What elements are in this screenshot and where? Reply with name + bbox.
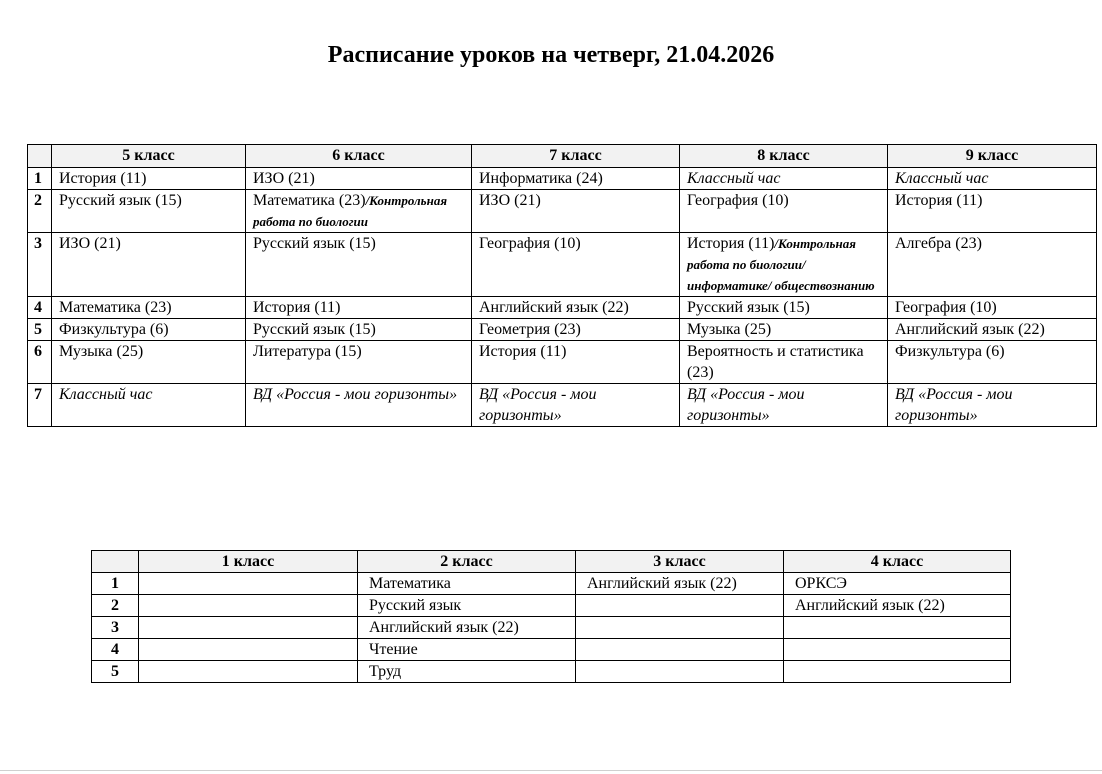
- column-header: 8 класс: [680, 145, 888, 168]
- lesson-cell: [139, 661, 358, 683]
- lesson-cell: [472, 319, 680, 341]
- lesson-subject: Русский язык (15): [253, 235, 376, 252]
- lesson-subject: История (11): [59, 170, 147, 187]
- lesson-subject: История (11): [479, 343, 567, 360]
- lesson-subject: География (10): [687, 192, 789, 209]
- table-row: [28, 341, 1097, 384]
- lesson-cell: [680, 190, 888, 233]
- lesson-cell: [52, 319, 246, 341]
- lesson-cell: [472, 168, 680, 190]
- lesson-cell: [472, 297, 680, 319]
- lesson-subject: Физкультура (6): [895, 343, 1005, 360]
- table-row: [92, 573, 1011, 595]
- lesson-subject: Музыка (25): [687, 321, 772, 338]
- table-header-row: [28, 145, 1097, 168]
- column-header: 9 класс: [888, 145, 1097, 168]
- lesson-number: 2: [92, 595, 139, 617]
- lesson-subject: ИЗО (21): [479, 192, 541, 209]
- lesson-subject: История (11): [253, 299, 341, 316]
- lesson-cell: [888, 168, 1097, 190]
- lesson-cell: [52, 384, 246, 427]
- lesson-number: 1: [92, 573, 139, 595]
- lesson-cell: [139, 595, 358, 617]
- lesson-subject: Классный час: [895, 170, 989, 187]
- lesson-subject: Английский язык (22): [479, 299, 629, 316]
- lesson-cell: [888, 190, 1097, 233]
- lesson-subject: ВД «Россия - мои горизонты»: [253, 386, 458, 403]
- lesson-cell: [680, 341, 888, 384]
- table-row: [28, 168, 1097, 190]
- lesson-cell: [246, 233, 472, 297]
- lesson-cell: [52, 168, 246, 190]
- lesson-cell: [888, 297, 1097, 319]
- table-row: [28, 384, 1097, 427]
- lesson-cell: [784, 661, 1011, 683]
- lesson-cell: [472, 341, 680, 384]
- lesson-cell: [888, 233, 1097, 297]
- senior-schedule-table: [27, 144, 1097, 427]
- lesson-subject: Русский язык (15): [59, 192, 182, 209]
- lesson-subject: ИЗО (21): [253, 170, 315, 187]
- lesson-subject: История (11): [895, 192, 983, 209]
- page-title: Расписание уроков на четверг, 21.04.2026: [327, 42, 775, 68]
- column-header: 4 класс: [784, 551, 1011, 573]
- lesson-subject: Алгебра (23): [895, 235, 982, 252]
- table-row: [28, 190, 1097, 233]
- column-header: 3 класс: [576, 551, 784, 573]
- lesson-subject: Русский язык (15): [253, 321, 376, 338]
- lesson-subject: Геометрия (23): [479, 321, 581, 338]
- table-row: [92, 639, 1011, 661]
- lesson-number: 5: [28, 319, 52, 341]
- lesson-cell: [680, 384, 888, 427]
- lesson-number: 7: [28, 384, 52, 427]
- lesson-cell: Русский язык: [358, 595, 576, 617]
- lesson-subject: ВД «Россия - мои горизонты»: [687, 386, 805, 424]
- table-row: [28, 233, 1097, 297]
- lesson-cell: [246, 168, 472, 190]
- header-corner-cell: [92, 551, 139, 573]
- lesson-cell: Чтение: [358, 639, 576, 661]
- lesson-note: /Контрольная работа по биологии/информатике/ обществознанию: [687, 236, 875, 293]
- lesson-number: 5: [92, 661, 139, 683]
- lesson-cell: [576, 639, 784, 661]
- lesson-subject: ИЗО (21): [59, 235, 121, 252]
- lesson-cell: Математика: [358, 573, 576, 595]
- lesson-subject: Музыка (25): [59, 343, 144, 360]
- lesson-cell: [888, 384, 1097, 427]
- lesson-subject: ВД «Россия - мои горизонты»: [895, 386, 1013, 424]
- lesson-cell: [246, 384, 472, 427]
- lesson-cell: [52, 297, 246, 319]
- lesson-cell: [576, 617, 784, 639]
- lesson-cell: [139, 617, 358, 639]
- table-header-row: [92, 551, 1011, 573]
- lesson-subject: Русский язык (15): [687, 299, 810, 316]
- lesson-subject: Классный час: [687, 170, 781, 187]
- lesson-cell: [888, 341, 1097, 384]
- lesson-cell: [576, 595, 784, 617]
- lesson-cell: [52, 341, 246, 384]
- lesson-subject: Литература (15): [253, 343, 362, 360]
- lesson-cell: [52, 190, 246, 233]
- lesson-cell: [139, 639, 358, 661]
- lesson-cell: [784, 617, 1011, 639]
- lesson-number: 4: [28, 297, 52, 319]
- lesson-cell: Английский язык (22): [358, 617, 576, 639]
- column-header: 5 класс: [52, 145, 246, 168]
- table-row: [92, 595, 1011, 617]
- lesson-cell: [246, 190, 472, 233]
- lesson-subject: Английский язык (22): [895, 321, 1045, 338]
- lesson-number: 3: [28, 233, 52, 297]
- table-row: [92, 617, 1011, 639]
- column-header: 1 класс: [139, 551, 358, 573]
- lesson-subject: История (11): [687, 235, 775, 252]
- lesson-subject: Математика (23): [59, 299, 172, 316]
- lesson-cell: Английский язык (22): [784, 595, 1011, 617]
- junior-schedule-table: [91, 550, 1011, 683]
- table-row: [28, 319, 1097, 341]
- lesson-cell: [576, 661, 784, 683]
- lesson-cell: [52, 233, 246, 297]
- lesson-cell: [680, 297, 888, 319]
- lesson-subject: Физкультура (6): [59, 321, 169, 338]
- lesson-subject: ВД «Россия - мои горизонты»: [479, 386, 597, 424]
- lesson-cell: [472, 233, 680, 297]
- lesson-cell: [246, 297, 472, 319]
- lesson-cell: [472, 190, 680, 233]
- column-header: 6 класс: [246, 145, 472, 168]
- lesson-cell: [139, 573, 358, 595]
- page-bottom-divider: [0, 770, 1102, 771]
- lesson-cell: ОРКСЭ: [784, 573, 1011, 595]
- lesson-number: 1: [28, 168, 52, 190]
- lesson-cell: [680, 168, 888, 190]
- lesson-subject: География (10): [895, 299, 997, 316]
- lesson-subject: Информатика (24): [479, 170, 603, 187]
- lesson-number: 2: [28, 190, 52, 233]
- lesson-cell: Английский язык (22): [576, 573, 784, 595]
- lesson-subject: Вероятность и статистика (23): [687, 343, 864, 381]
- lesson-cell: [246, 341, 472, 384]
- lesson-cell: Труд: [358, 661, 576, 683]
- lesson-number: 3: [92, 617, 139, 639]
- lesson-number: 4: [92, 639, 139, 661]
- lesson-cell: [472, 384, 680, 427]
- column-header: 2 класс: [358, 551, 576, 573]
- lesson-cell: [680, 233, 888, 297]
- table-row: [28, 297, 1097, 319]
- column-header: 7 класс: [472, 145, 680, 168]
- lesson-note: /Контрольная работа по биологии: [253, 193, 448, 229]
- table-row: [92, 661, 1011, 683]
- header-corner-cell: [28, 145, 52, 168]
- lesson-subject: Классный час: [59, 386, 153, 403]
- lesson-cell: [784, 639, 1011, 661]
- lesson-subject: Математика (23): [253, 192, 366, 209]
- lesson-cell: [680, 319, 888, 341]
- lesson-cell: [246, 319, 472, 341]
- lesson-cell: [888, 319, 1097, 341]
- lesson-number: 6: [28, 341, 52, 384]
- lesson-subject: География (10): [479, 235, 581, 252]
